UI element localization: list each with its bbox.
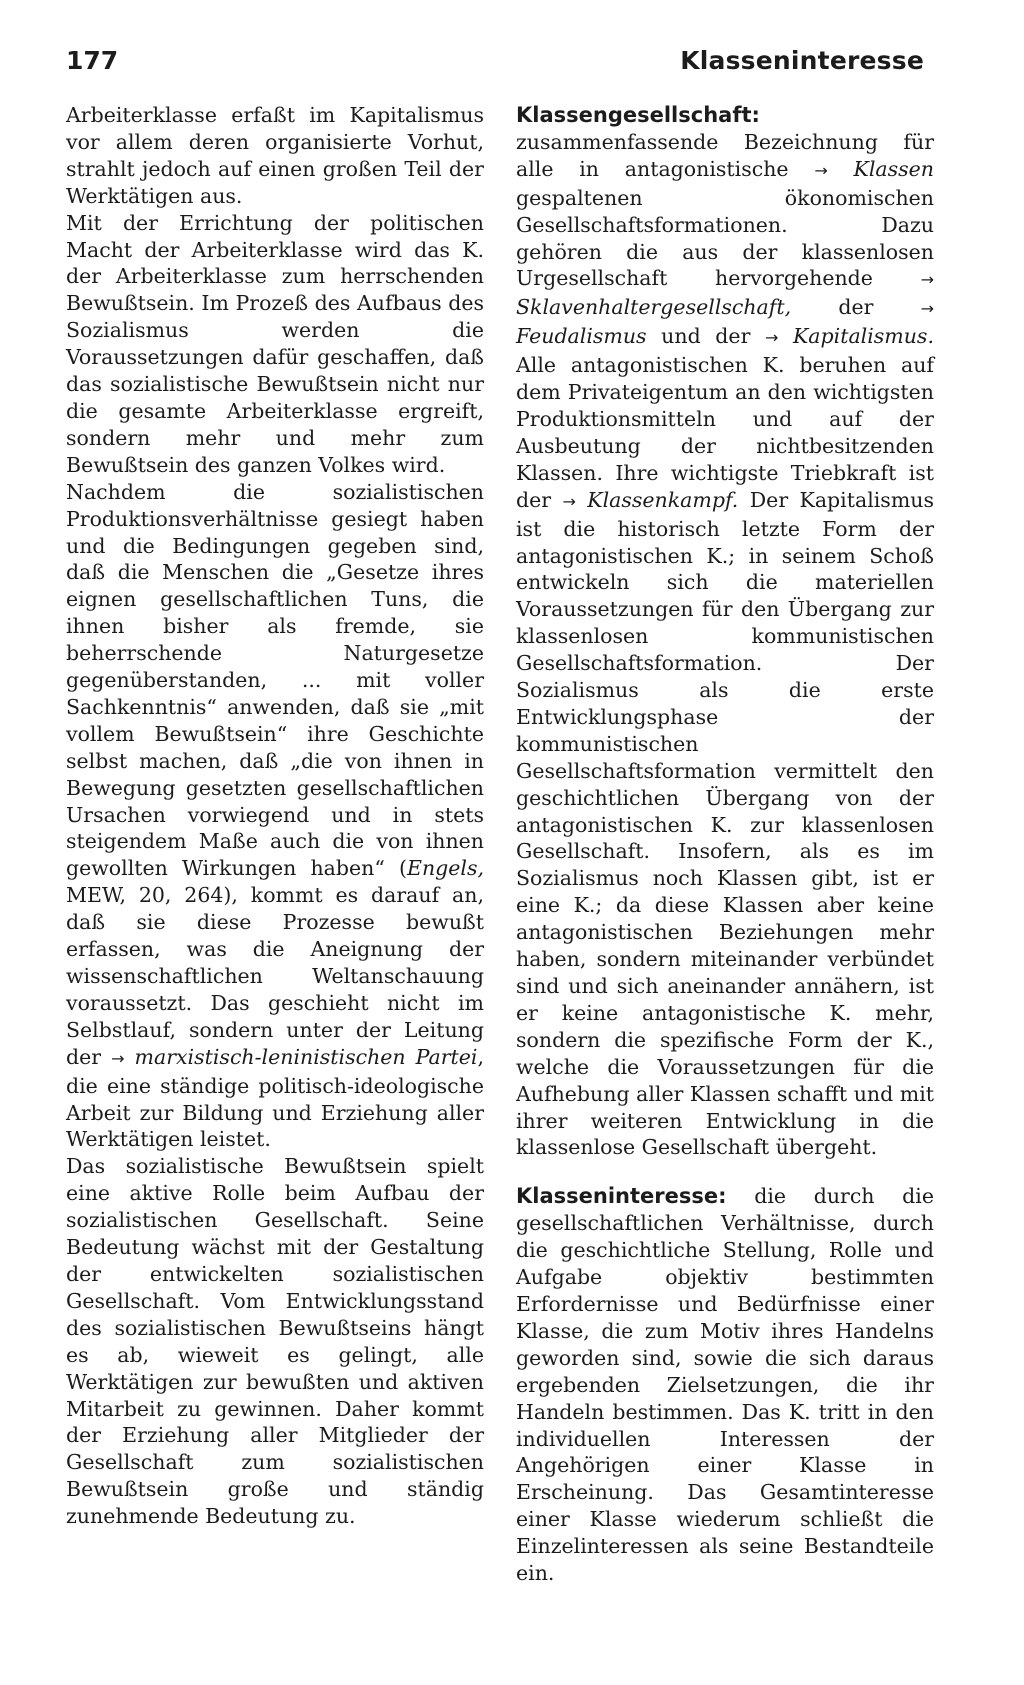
running-head: Klasseninteresse [680, 46, 924, 75]
paragraph-3: Nachdem die sozialistischen Produktionsverhältnisse gesiegt haben und die Bedingungen gegeben sind, daß die Menschen die „Gesetze ihres eignen gesellschaftlichen Tuns, die ihnen bisher als fremde, sie beherrschende Naturgesetze gegenüberstanden, ... mit voller Sachkenntnis“ anwenden, daß sie „mit vollem Bewußtsein“ ihre Geschichte selbst machen, daß „die von ihnen in Bewegung gesetzten gesellschaftlichen Ursachen vorwiegend und in stets steigendem Maße auch die von ihnen gewollten Wirkungen haben“ (Engels, MEW, 20, 264), kommt es darauf an, daß sie diese Prozesse bewußt erfassen, was die Aneignung der wissenschaftlichen Weltanschauung voraussetzt. Das geschieht nicht im Selbstlauf, sondern unter der Leitung der → marxistisch-leninistischen Partei, die eine ständige politisch-ideologische Arbeit zur Bildung und Erziehung aller Werktätigen leistet. [66, 479, 484, 1152]
page-number: 177 [66, 46, 119, 75]
entry-klasseninteresse: Klasseninteresse: die durch die gesellschaftlichen Verhältnisse, durch die geschichtliche Stellung, Rolle und Aufgabe objektiv bestimmten Erfordernisse und Bedürfnisse einer Klasse, die zum Motiv ihres Handelns geworden sind, sowie die sich daraus ergebenden Zielsetzungen, die ihr Handeln bestimmen. Das K. tritt in den individuellen Interessen der Angehörigen einer Klasse in Erscheinung. Das Gesamtinteresse einer Klasse wiederum schließt die Einzelinteressen als seine Bestandteile ein. [516, 1184, 934, 1586]
cross-reference-feudalismus[interactable]: Feudalismus [516, 324, 647, 349]
cross-reference-arrow-icon: → [920, 270, 934, 290]
citation-author: Engels, [406, 856, 484, 881]
cross-reference-klassenkampf[interactable]: Klassenkampf. [587, 487, 739, 512]
cross-reference-arrow-icon: → [814, 160, 828, 180]
paragraph-1: Arbeiterklasse erfaßt im Kapitalismus vor allem deren organisierte Vorhut, strahlt jedoch auf einen großen Teil der Werktätigen aus. [66, 103, 484, 208]
cross-reference-kapitalismus[interactable]: Kapitalismus. [792, 324, 934, 349]
cross-reference-arrow-icon: → [764, 328, 779, 348]
entry-klassengesellschaft: Klassengesellschaft: zusammenfassende Bezeichnung für alle in antagonistische → Klassen gespaltenen ökonomischen Gesellschaftsformationen. Dazu gehören die aus der klassenlosen Urgesellschaft hervorgehende → Sklavenhaltergesellschaft, der → Feudalismus und der → Kapitalismus. Alle antagonistischen K. beruhen auf dem Privateigentum an den wichtigsten Produktionsmitteln und auf der Ausbeutung der nichtbesitzenden Klassen. Ihre wichtigste Triebkraft ist der → Klassenkampf. Der Kapitalismus ist die historisch letzte Form der antagonistischen K.; in seinem Schoß entwickeln sich die materiellen Voraussetzungen für den Übergang zur klassenlosen kommunistischen Gesellschaftsformation. Der Sozialismus als die erste Entwicklungsphase der kommunistischen Gesellschaftsformation vermittelt den geschichtlichen Übergang von der antagonistischen K. zur klassenlosen Gesellschaft. Insofern, als es im Sozialismus noch Klassen gibt, ist er eine K.; da diese Klassen aber keine antagonistischen Beziehungen mehr haben, sondern miteinander verbündet sind und sich aneinander annähern, ist er keine antagonistische K. mehr, sondern die spezifische Form der K., welche die Voraussetzungen für die Aufhebung aller Klassen schafft und mit ihrer weiteren Entwicklung in die klassenlose Gesellschaft übergeht. [516, 103, 934, 1160]
cross-reference-klassen[interactable]: Klassen [853, 156, 934, 181]
paragraph-4: Das sozialistische Bewußtsein spielt eine aktive Rolle beim Aufbau der sozialistischen Gesellschaft. Seine Bedeutung wächst mit der Gestaltung der entwickelten sozialistischen Gesellschaft. Vom Entwicklungsstand des sozialistischen Bewußtseins hängt es ab, wieweit es gelingt, alle Werktätigen zur bewußten und aktiven Mitarbeit zu gewinnen. Daher kommt der Erziehung aller Mitglieder der Gesellschaft zum sozialistischen Bewußtsein große und ständig zunehmende Bedeutung zu. [66, 1154, 484, 1529]
paragraph-2: Mit der Errichtung der politischen Macht der Arbeiterklasse wird das K. der Arbeiterklasse zum herrschenden Bewußtsein. Im Prozeß des Aufbaus des Sozialismus werden die Voraussetzungen dafür geschaffen, daß das sozialistische Bewußtsein nicht nur die gesamte Arbeiterklasse ergreift, sondern mehr und mehr zum Bewußtsein des ganzen Volkes wird. [66, 210, 484, 477]
entry-term: Klasseninteresse: [516, 1184, 727, 1209]
entry-separator [516, 1161, 934, 1183]
left-column [66, 102, 484, 1530]
cross-reference-arrow-icon: → [920, 299, 934, 319]
cross-reference-arrow-icon: → [111, 1048, 125, 1068]
right-column [516, 102, 934, 1587]
page-header [66, 46, 924, 86]
cross-reference-marxistisch-leninistische-partei[interactable]: marxistisch-leninistischen Partei [134, 1044, 478, 1069]
cross-reference-sklavenhaltergesellschaft[interactable]: Sklavenhaltergesellschaft, [516, 295, 792, 320]
entry-term: Klassengesellschaft: [516, 103, 760, 127]
cross-reference-arrow-icon: → [562, 491, 576, 511]
